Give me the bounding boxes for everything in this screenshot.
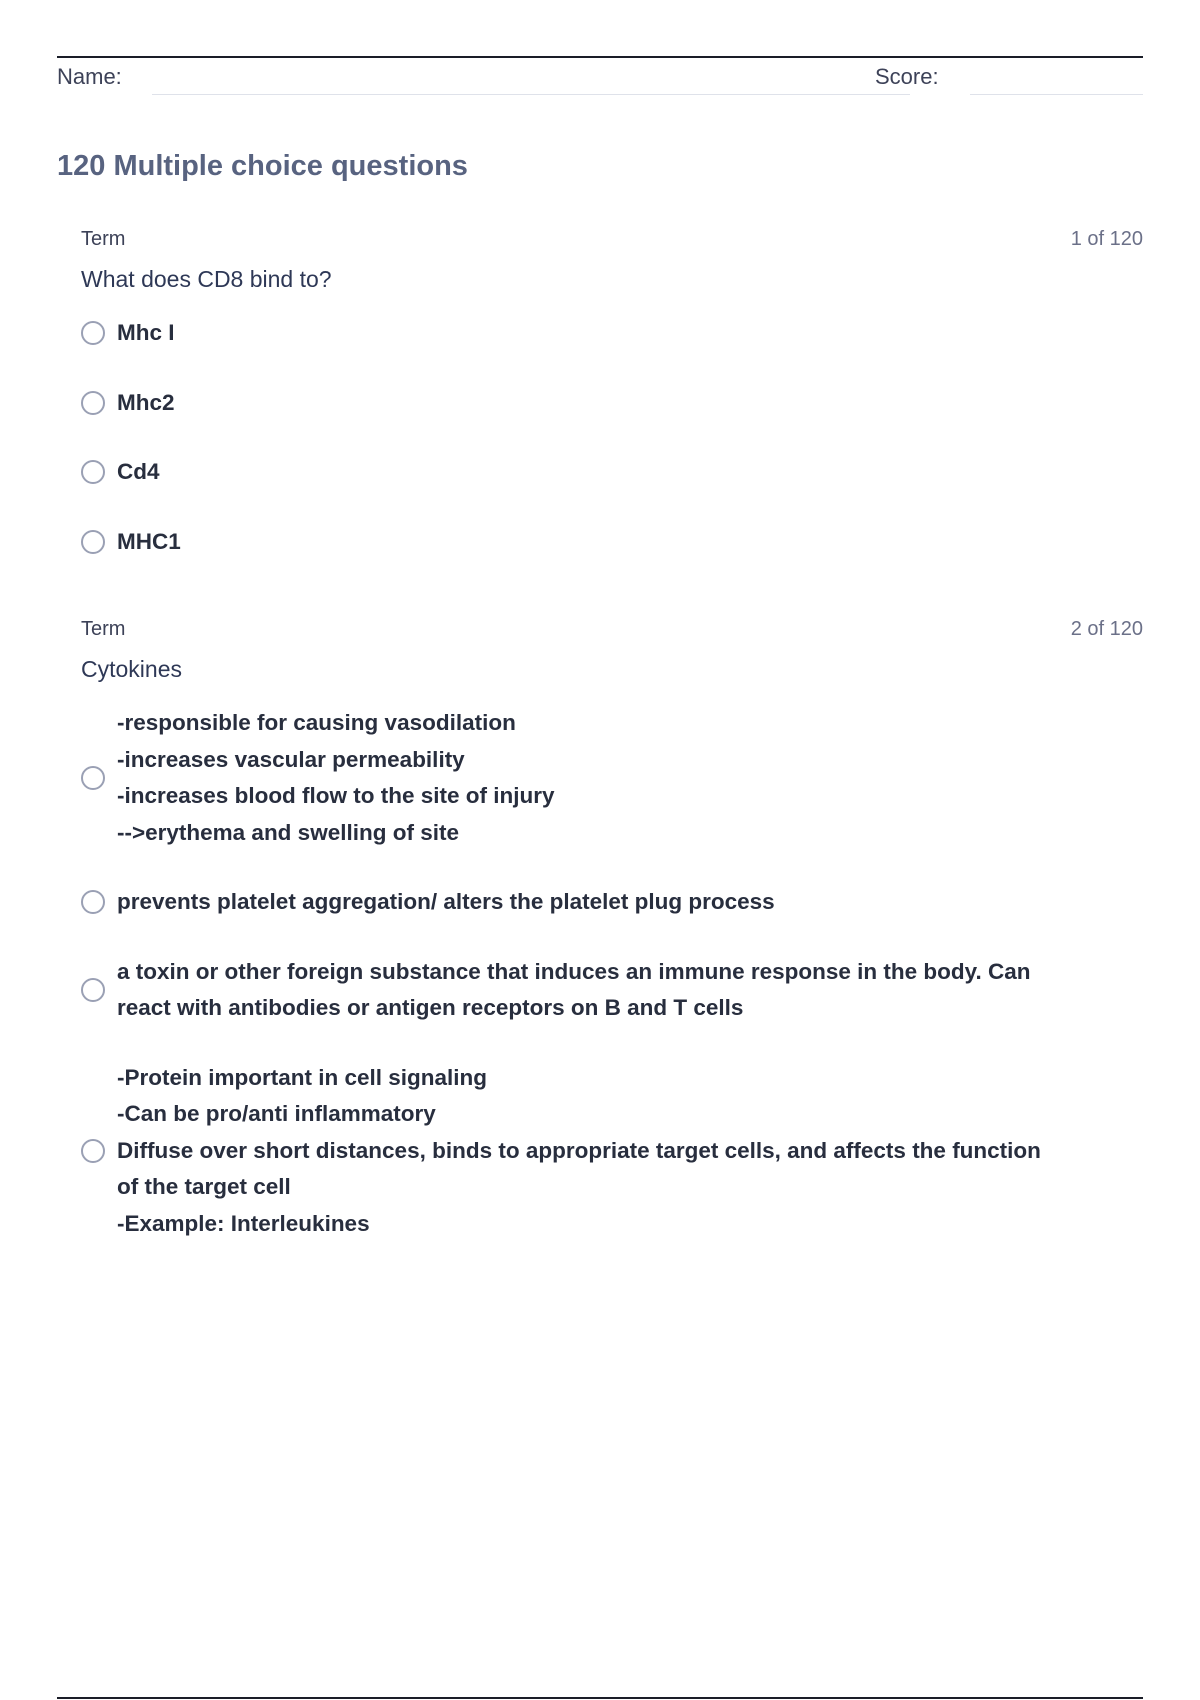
top-rule [57, 56, 1143, 58]
answer-option[interactable] [81, 454, 1143, 491]
worksheet-header [57, 60, 1143, 100]
bottom-rule [57, 1697, 1143, 1699]
question-kind: Term [81, 228, 126, 250]
question-2 [81, 618, 1143, 1275]
question-prompt: Cytokines [81, 656, 182, 682]
answer-option[interactable] [81, 705, 1143, 851]
radio-circle-icon[interactable] [81, 766, 105, 790]
radio-circle-icon[interactable] [81, 391, 105, 415]
answer-options [81, 705, 1143, 1242]
question-counter: 2 of 120 [1070, 618, 1143, 640]
answer-options [81, 315, 1143, 560]
radio-circle-icon[interactable] [81, 1139, 105, 1163]
answer-option[interactable] [81, 954, 1143, 1027]
radio-circle-icon[interactable] [81, 890, 105, 914]
answer-option[interactable] [81, 385, 1143, 422]
answer-option-text: Mhc I [117, 320, 175, 345]
question-meta [81, 618, 1143, 646]
score-label: Score: [875, 64, 939, 89]
page-title: 120 Multiple choice questions [57, 150, 468, 182]
answer-option-text: Mhc2 [117, 389, 175, 415]
score-field[interactable] [970, 94, 1143, 95]
question-kind: Term [81, 618, 126, 640]
answer-option-text: -Protein important in cell signaling -Can be pro/anti inflammatory Diffuse over short distances, binds to appropriate target cells, and affects the function of the target cell -Example: Interleukines [117, 1064, 1041, 1236]
answer-option-text: MHC1 [117, 528, 181, 554]
answer-option-text: a toxin or other foreign substance that induces an immune response in the body. Can react with antibodies or antigen receptors on B and T cells [117, 958, 1031, 1020]
radio-circle-icon[interactable] [81, 978, 105, 1002]
answer-option[interactable] [81, 315, 1143, 352]
question-1 [81, 228, 1143, 593]
radio-circle-icon[interactable] [81, 530, 105, 554]
question-prompt: What does CD8 bind to? [81, 266, 332, 292]
name-field[interactable] [152, 94, 910, 95]
answer-option[interactable] [81, 884, 1143, 921]
answer-option[interactable] [81, 1060, 1143, 1243]
radio-circle-icon[interactable] [81, 321, 105, 345]
name-label: Name: [57, 64, 122, 89]
answer-option-text: -responsible for causing vasodilation -increases vascular permeability -increases blood flow to the site of injury -->erythema and swelling of site [117, 710, 555, 845]
question-meta [81, 228, 1143, 256]
answer-option-text: prevents platelet aggregation/ alters the platelet plug process [117, 889, 775, 914]
question-counter: 1 of 120 [1070, 228, 1143, 250]
answer-option-text: Cd4 [117, 459, 160, 484]
answer-option[interactable] [81, 524, 1143, 561]
radio-circle-icon[interactable] [81, 460, 105, 484]
